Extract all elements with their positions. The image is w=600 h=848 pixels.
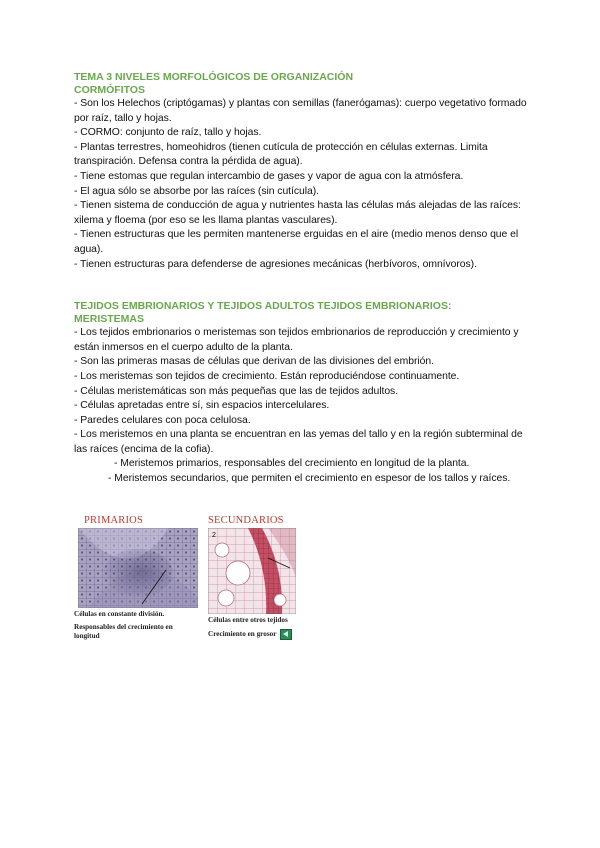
section2-line: - Son las primeras masas de células que derivan de las divisiones del embrión.: [74, 356, 434, 368]
back-arrow-icon[interactable]: [280, 629, 292, 640]
section2-line: - Los meristemas son tejidos de crecimiento. Están reproduciéndose continuamente.: [74, 370, 460, 382]
figure-marker: 2: [212, 532, 216, 539]
meristem-figures: [74, 515, 374, 650]
figure-primarios: [74, 515, 199, 641]
figure-secundarios-caption-row: [208, 629, 338, 640]
section1-line: - CORMO: conjunto de raíz, tallo y hojas.: [74, 127, 262, 139]
figure-primarios-caption: Responsables del crecimiento en longitud: [74, 623, 173, 640]
secondary-meristem-micrograph: [208, 528, 296, 614]
primary-meristem-micrograph: [78, 528, 198, 608]
section1-line: - Tiene estomas que regulan intercambio de gases y vapor de agua con la atmósfera.: [74, 170, 464, 182]
document-body: [74, 71, 534, 487]
figure-secundarios: [208, 515, 338, 640]
section1-line: - Tienen estructuras que les permiten mantenerse erguidas en el aire (medio menos denso que el agua).: [74, 229, 519, 255]
section1-subheading: CORMÓFITOS: [74, 84, 145, 96]
section1-line: - Tienen sistema de conducción de agua y nutrientes hasta las células más alejadas de las raíces: xilema y floema (por eso se les llama plantas vasculares).: [74, 200, 521, 226]
section-spacer: [74, 272, 534, 300]
section2-line: - Los tejidos embrionarios o meristemas son tejidos embrionarios de reproducción y crecimiento y están inmersos en el cuerpo adulto de la planta.: [74, 327, 519, 353]
section2-list: [74, 326, 534, 487]
section1-line: - Tienen estructuras para defenderse de agresiones mecánicas (herbívoros, omnívoros).: [74, 258, 477, 270]
figure-secundarios-caption: Células entre otros tejidos: [208, 616, 288, 624]
section1-line: - Plantas terrestres, homeohidros (tienen cutícula de protección en células externas. Limita transpiración. Defensa contra la pérdida de agua).: [74, 141, 488, 168]
section1-list: [74, 97, 534, 272]
section1-line: - El agua sólo se absorbe por las raíces (sin cutícula).: [74, 185, 319, 197]
figure-secundarios-title: SECUNDARIOS: [208, 515, 284, 526]
figure-secundarios-caption: Crecimiento en grosor: [208, 630, 277, 639]
figure-primarios-caption: Células en constante división.: [74, 610, 165, 618]
section1-line: - Son los Helechos (criptógamas) y plantas con semillas (fanerógamas): cuerpo vegetativo formado por raíz, tallo y hojas.: [74, 98, 527, 124]
section2-subitem: - Meristemos secundarios, que permiten el crecimiento en espesor de los tallos y raíces.: [108, 473, 511, 485]
section2-heading: TEJIDOS EMBRIONARIOS Y TEJIDOS ADULTOS TEJIDOS EMBRIONARIOS:: [74, 300, 452, 313]
section2-line: - Paredes celulares con poca celulosa.: [74, 414, 251, 426]
section2-subheading: MERISTEMAS: [74, 313, 145, 326]
section2-subitem: - Meristemos primarios, responsables del crecimiento en longitud de la planta.: [114, 458, 470, 470]
section1-heading: TEMA 3 NIVELES MORFOLÓGICOS DE ORGANIZACIÓN: [74, 71, 354, 83]
section2-line: - Los meristemos en una planta se encuentran en las yemas del tallo y en la región subterminal de las raíces (encima de la cofia).: [74, 429, 523, 455]
section2-line: - Células apretadas entre sí, sin espacios intercelulares.: [74, 400, 330, 412]
section2-line: - Células meristemáticas son más pequeñas que las de tejidos adultos.: [74, 385, 399, 397]
figure-primarios-title: PRIMARIOS: [84, 515, 143, 526]
